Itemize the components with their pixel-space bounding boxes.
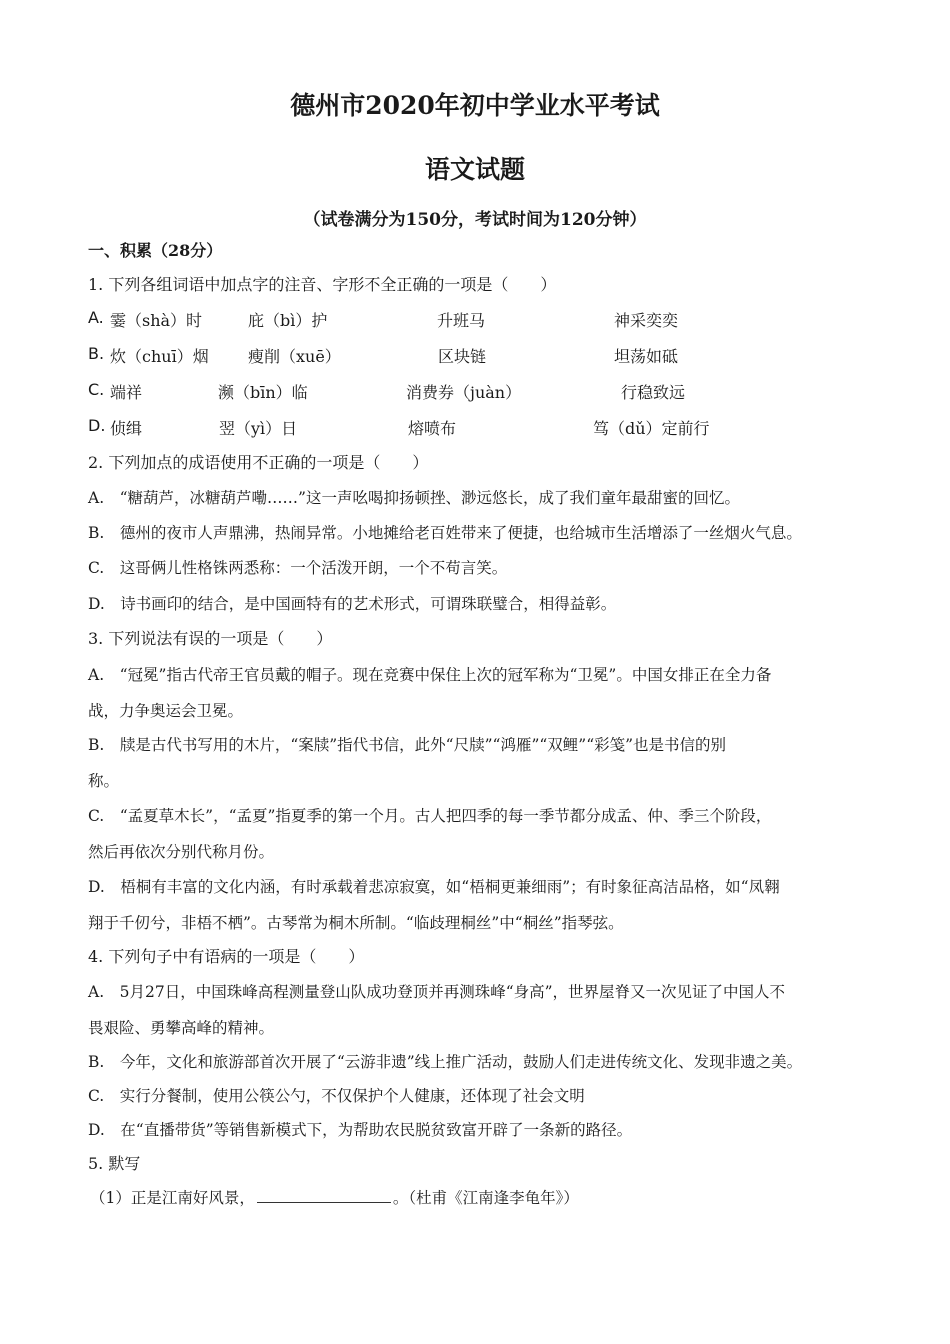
q4-option-b: B. 今年，文化和旅游部首次开展了“云游非遗”线上推广活动，鼓励人们走进传统文化、发现非遗之美。 (88, 1053, 803, 1071)
option-cell: 濒（bīn）临 (218, 383, 308, 402)
option-cell: 神采奕奕 (614, 311, 679, 330)
q3-option-a-line1: A. “冠冕”指古代帝王官员戴的帽子。现在竞赛中保住上次的冠军称为“卫冕”。中国女排正在全力备 (88, 666, 772, 684)
q5-item-1-suffix: 。（杜甫《江南逢李龟年》） (392, 1189, 579, 1207)
option-cell: 行稳致远 (621, 383, 686, 402)
option-cell: 升班马 (437, 311, 486, 330)
question-5-stem: 5. 默写 (88, 1154, 141, 1173)
option-cell: 笃（dǔ）定前行 (593, 419, 710, 438)
q2-option-d: D. 诗书画印的结合，是中国画特有的艺术形式，可谓珠联璧合，相得益彰。 (88, 595, 617, 613)
q4-option-c: C. 实行分餐制，使用公筷公勺，不仅保护个人健康，还体现了社会文明 (88, 1087, 585, 1105)
q3-option-b-line1: B. 牍是古代书写用的木片，“案牍”指代书信，此外“尺牍”“鸿雁”“双鲤”“彩笺”也是书信的别 (88, 736, 727, 754)
q4-option-a-line1: A. 5月27日，中国珠峰高程测量登山队成功登顶并再测珠峰“身高”，世界屋脊又一次见证了中国人不 (88, 983, 786, 1001)
q3-option-d-line1: D. 梧桐有丰富的文化内涵，有时承载着悲凉寂寞，如“梧桐更兼细雨”；有时象征高洁品格，如“凤翱 (88, 878, 780, 896)
question-4-stem: 4. 下列句子中有语病的一项是（ ） (88, 947, 365, 966)
option-cell: 翌（yì）日 (219, 419, 298, 438)
q3-option-b-line2: 称。 (88, 772, 120, 790)
section-heading: 一、积累（28分） (88, 241, 223, 260)
question-1-stem: 1. 下列各组词语中加点字的注音、字形不全正确的一项是（ ） (88, 275, 557, 294)
q5-item-1 (90, 1187, 579, 1209)
q3-option-a-line2: 战，力争奥运会卫冕。 (88, 702, 244, 720)
option-cell: 坦荡如砥 (614, 347, 679, 366)
question-2-stem: 2. 下列加点的成语使用不正确的一项是（ ） (88, 453, 429, 472)
q3-option-d-line2: 翔于千仞兮，非梧不栖”。古琴常为桐木所制。“临歧理桐丝”中“桐丝”指琴弦。 (88, 914, 624, 932)
q1-option-c (88, 380, 868, 404)
answer-blank[interactable] (257, 1188, 391, 1203)
q2-option-a: A. “糖葫芦，冰糖葫芦嘞……”这一声吆喝抑扬顿挫、渺远悠长，成了我们童年最甜蜜的回忆。 (88, 489, 740, 507)
q3-option-c-line2: 然后再依次分别代称月份。 (88, 843, 275, 861)
option-letter: C. (88, 380, 105, 399)
option-letter: B. (88, 344, 105, 363)
q1-option-d (88, 416, 868, 440)
option-letter: A. (88, 308, 104, 327)
q2-option-b: B. 德州的夜市人声鼎沸，热闹异常。小地摊给老百姓带来了便捷，也给城市生活增添了一丝烟火气息。 (88, 524, 802, 542)
q3-option-c-line1: C. “孟夏草木长”，“孟夏”指夏季的第一个月。古人把四季的每一季节都分成孟、仲、季三个阶段， (88, 807, 772, 825)
option-cell: 炊（chuī）烟 (110, 347, 209, 366)
q1-option-b (88, 344, 868, 368)
question-3-stem: 3. 下列说法有误的一项是（ ） (88, 629, 333, 648)
option-cell: 瘦削（xuē） (248, 347, 341, 366)
option-letter: D. (88, 416, 106, 435)
q2-option-c: C. 这哥俩儿性格铢两悉称：一个活泼开朗，一个不苟言笑。 (88, 559, 508, 577)
exam-subtitle: 语文试题 (424, 155, 525, 184)
q4-option-d: D. 在“直播带货”等销售新模式下，为帮助农民脱贫致富开辟了一条新的路径。 (88, 1121, 633, 1139)
option-cell: 端祥 (110, 383, 143, 402)
exam-note: （试卷满分为150分，考试时间为120分钟） (303, 210, 647, 230)
exam-title: 德州市2020年初中学业水平考试 (290, 91, 660, 120)
option-cell: 消费券（juàn） (406, 383, 522, 402)
q1-option-a (88, 308, 868, 332)
option-cell: 区块链 (438, 347, 487, 366)
option-cell: 霎（shà）时 (110, 311, 203, 330)
q5-item-1-prefix: （1）正是江南好风景， (90, 1189, 255, 1207)
q4-option-a-line2: 畏艰险、勇攀高峰的精神。 (88, 1019, 275, 1037)
option-cell: 熔喷布 (408, 419, 457, 438)
option-cell: 侦缉 (110, 419, 143, 438)
option-cell: 庇（bì）护 (248, 311, 328, 330)
